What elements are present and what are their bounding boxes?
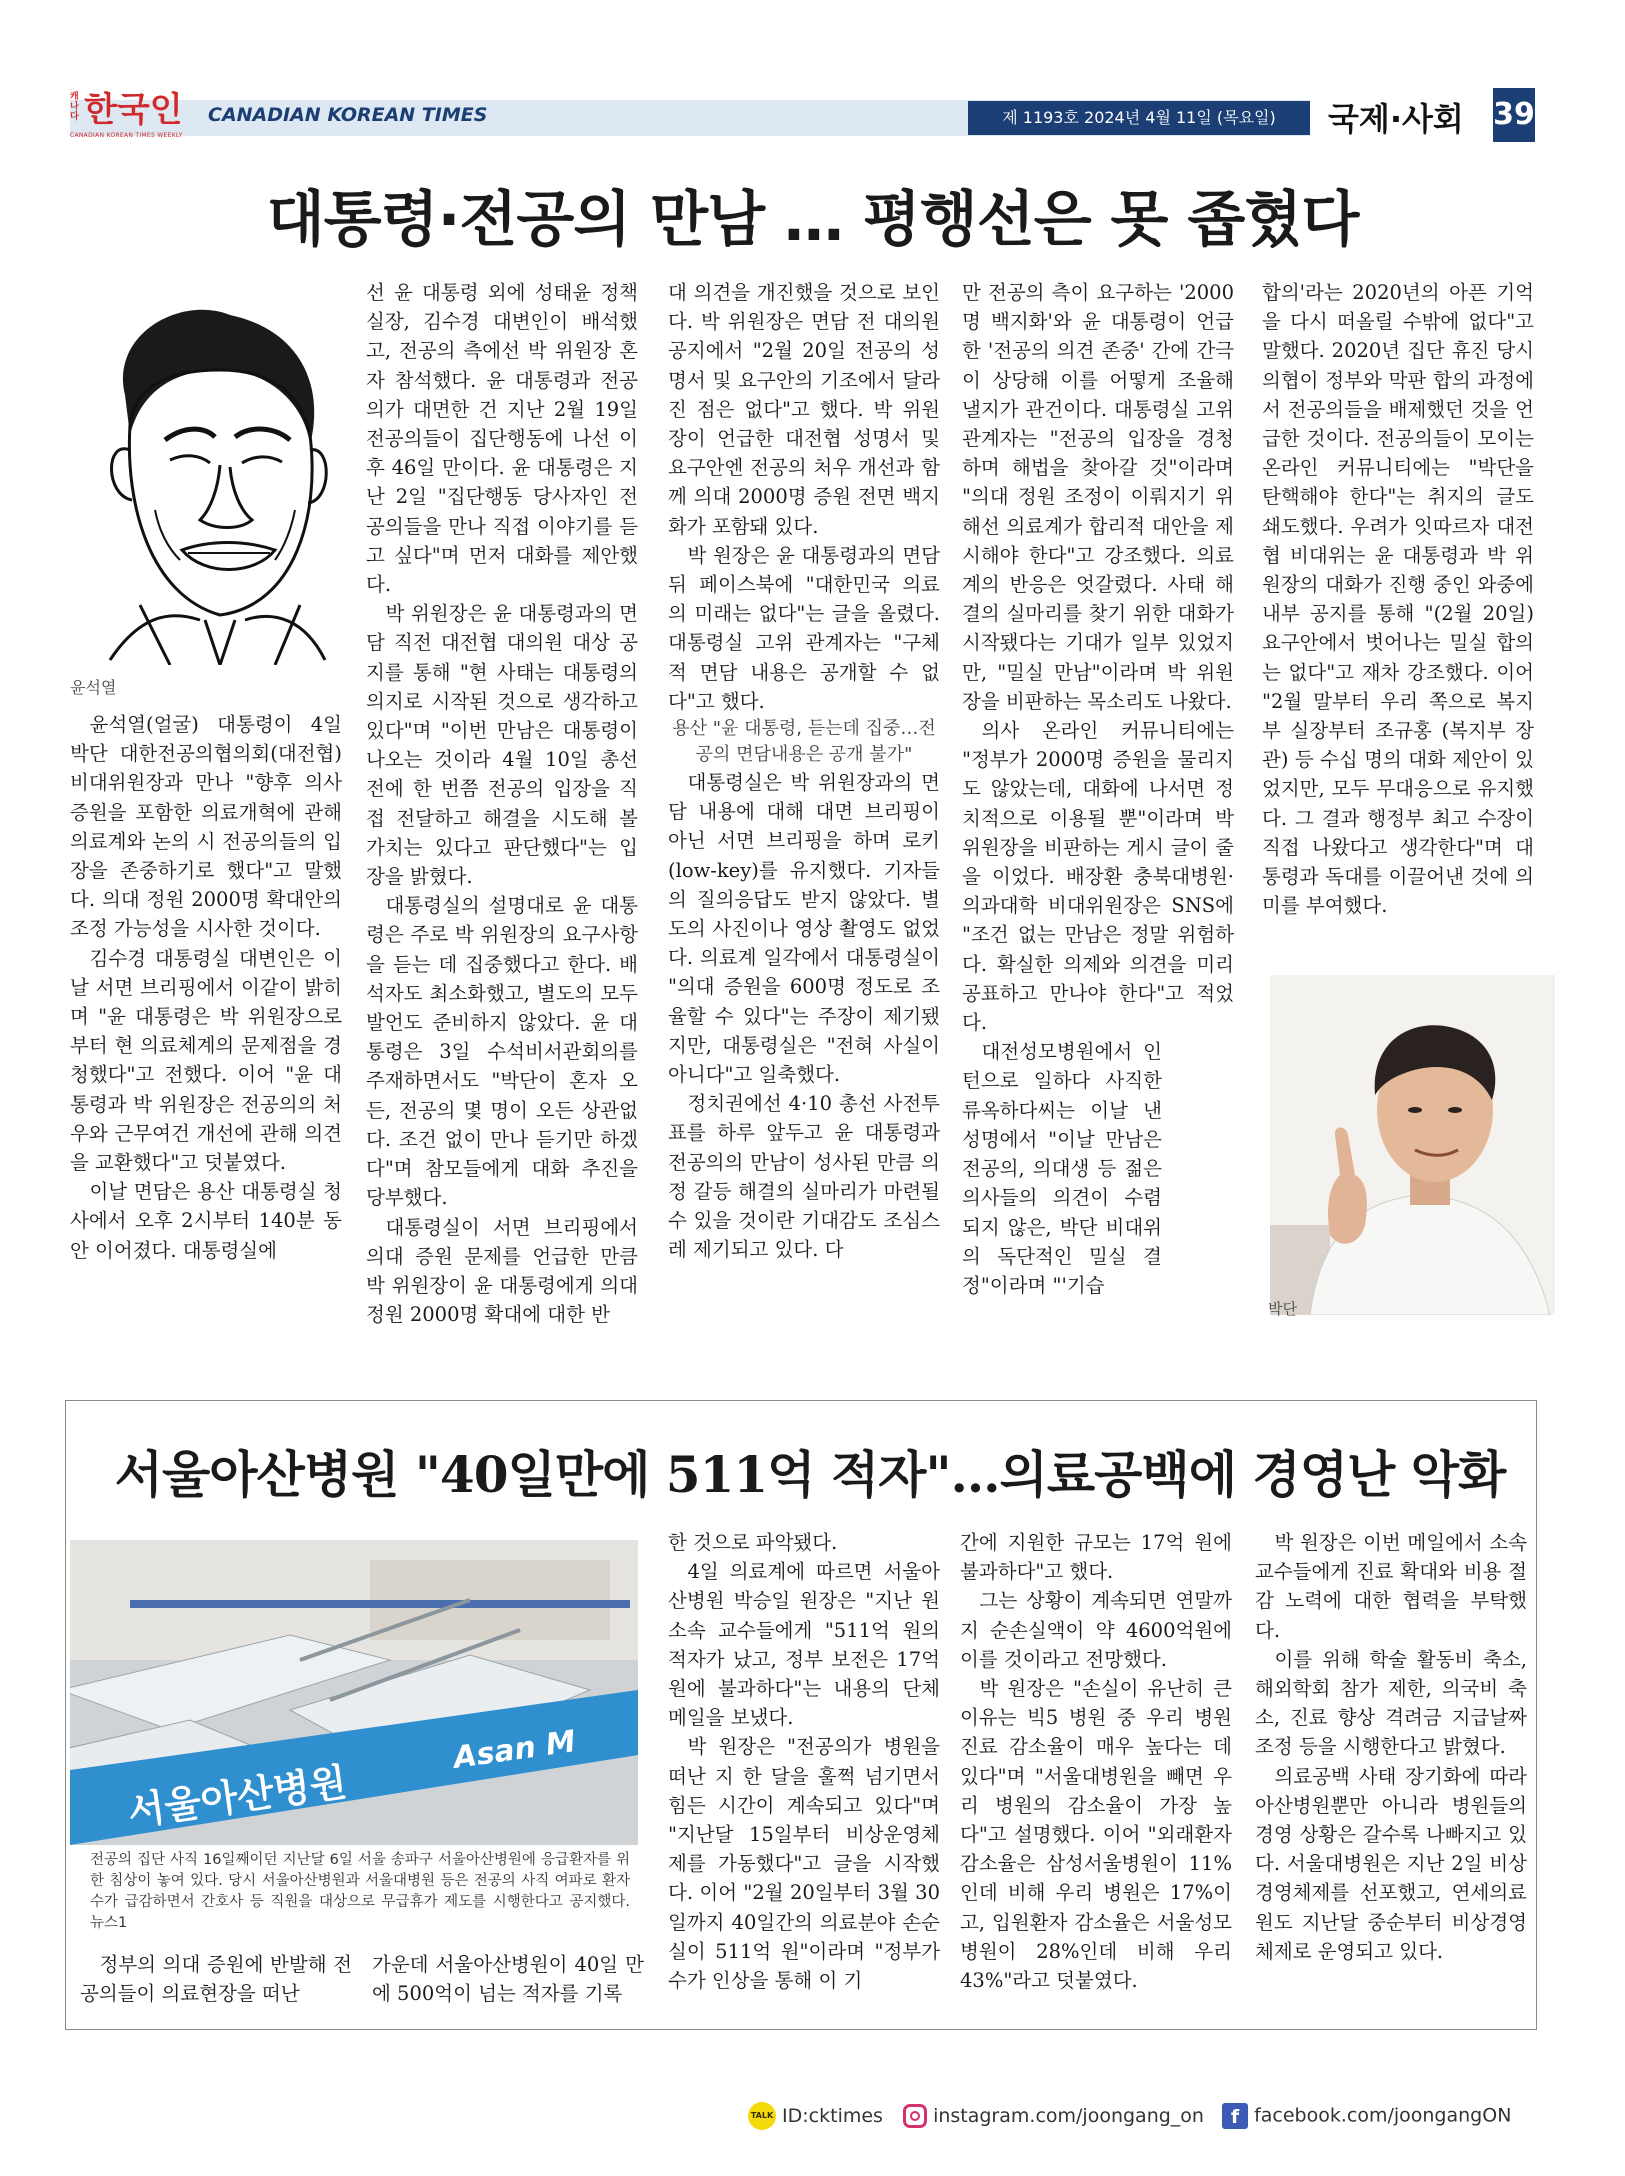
article1-column-1	[70, 710, 342, 1265]
person-photo	[1270, 975, 1555, 1315]
hospital-photo	[70, 1540, 638, 1845]
logo-small-text: CANADIAN KOREAN TIMES WEEKLY	[70, 132, 183, 139]
section-title: 국제·사회	[1328, 100, 1464, 138]
article2-column-3	[668, 1528, 940, 1995]
paragraph: 대전성모병원에서 인턴으로 일하다 사직한 류옥하다씨는 이날 낸 성명에서 "이날 만남은 전공의, 의대생 등 젊은 의사들의 의견이 수렴되지 않은, 박단 비대위의 독단적인 밀실 결정"이라며 "'기습	[962, 1040, 1162, 1297]
paragraph: 대통령실은 박 위원장과의 면담 내용에 대해 대면 브리핑이 아닌 서면 브리핑을 하며 로키(low-key)를 유지했다. 기자들의 질의응답도 받지 않았다. 별도의 사진이나 영상 촬영도 없었다. 의료계 일각에서 대통령실이 "의대 증원을 600명 정도로 조율할 수 있다"는 주장이 제기됐지만, 대통령실은 "전혀 사실이 아니다"고 일축했다.	[668, 771, 940, 1087]
caricature-image	[70, 275, 345, 665]
paragraph: 대통령실의 설명대로 윤 대통령은 주로 박 위원장의 요구사항을 듣는 데 집중했다고 한다. 배석자도 최소화했고, 별도의 모두발언도 준비하지 않았다. 윤 대통령은 3일 수석비서관회의를 주재하면서도 "박단이 혼자 오든, 전공의 몇 명이 오든 상관없다. 조건 없이 만나 듣기만 하겠다"며 참모들에게 대화 추진을 당부했다.	[366, 894, 638, 1210]
article1-column-4	[962, 278, 1234, 1300]
paragraph: 간에 지원한 규모는 17억 원에 불과하다"고 했다.	[960, 1531, 1232, 1584]
facebook-link[interactable]: facebook.com/joongangON	[1254, 2104, 1512, 2127]
paragraph: 정치권에선 4·10 총선 사전투표를 하루 앞두고 윤 대통령과 전공의의 만남이 성사된 만큼 의정 갈등 해결의 실마리가 마련될 수 있을 것이란 기대감도 조심스레 제기되고 있다. 다	[668, 1092, 940, 1262]
instagram-icon	[903, 2104, 927, 2128]
hospital-photo-caption: 전공의 집단 사직 16일째이던 지난달 6일 서울 송파구 서울아산병원에 응급환자를 위한 침상이 놓여 있다. 당시 서울아산병원과 서울대병원 등은 전공의 사직 여파로 환자 수가 급감하면서 간호사 등 직원을 대상으로 무급휴가 제도를 시행한다고 공지했다. 뉴스1	[90, 1852, 630, 1931]
paper-name: CANADIAN KOREAN TIMES	[208, 104, 488, 126]
paragraph: 이를 위해 학술 활동비 축소, 해외학회 참가 제한, 의국비 축소, 진료 향상 격려금 지급날짜 조정 등을 시행한다고 밝혔다.	[1255, 1647, 1527, 1759]
article2-column-2	[372, 1950, 644, 2008]
hospital-sign-text: 서울아산병원	[125, 1759, 350, 1834]
paragraph: 윤석열(얼굴) 대통령이 4일 박단 대한전공의협의회(대전협) 비대위원장과 만나 "향후 의사 증원을 포함한 의료개혁에 관해 의료계와 논의 시 전공의들의 입장을 존중하기로 했다"고 말했다. 의대 정원 2000명 확대안의 조정 가능성을 시사한 것이다.	[70, 713, 342, 941]
article2-headline: 서울아산병원 "40일만에 511억 적자"…의료공백에 경영난 악화	[114, 1445, 1506, 1504]
article1-column-2	[366, 278, 638, 1329]
article2-column-5	[1255, 1528, 1527, 1966]
paragraph: 김수경 대통령실 대변인은 이날 서면 브리핑에서 이같이 밝히며 "윤 대통령은 박 위원장으로부터 현 의료체계의 문제점을 경청했다"고 전했다. 이어 "윤 대통령과 박 위원장은 전공의의 처우와 근무여건 개선에 관해 의견을 교환했다"고 덧붙였다.	[70, 946, 342, 1175]
social-footer	[748, 2102, 1548, 2134]
cartoon-caption: 윤석열	[70, 678, 117, 697]
issue-date: 제 1193호 2024년 4월 11일 (목요일)	[968, 101, 1310, 135]
paragraph: 한 것으로 파악됐다.	[668, 1531, 838, 1554]
paragraph: 가운데 서울아산병원이 40일 만에 500억이 넘는 적자를 기록	[372, 1953, 644, 2006]
paragraph: 박 원장은 "전공의가 병원을 떠난 지 한 달을 훌쩍 넘기면서 힘든 시간이 계속되고 있다"며 "지난달 15일부터 비상운영체제를 가동했다"고 글을 시작했다. 이어 "2월 20일부터 3월 30일까지 40일간의 의료분야 손순실이 511억 원"이라며 "정부가 수가 인상을 통해 이 기	[668, 1735, 940, 1993]
article1-headline: 대통령·전공의 만남 … 평행선은 못 좁혔다	[266, 185, 1359, 255]
paragraph: 선 윤 대통령 외에 성태윤 정책실장, 김수경 대변인이 배석했고, 전공의 측에선 박 위원장 혼자 참석했다. 윤 대통령과 전공의가 대면한 건 지난 2월 19일 전공의들이 집단행동에 나선 이후 46일 만이다. 윤 대통령은 지난 2일 "집단행동 당사자인 전공의들을 만나 직접 이야기를 듣고 싶다"며 먼저 대화를 제안했다.	[366, 281, 638, 597]
newspaper-logo	[70, 90, 195, 142]
paragraph: 이날 면담은 용산 대통령실 청사에서 오후 2시부터 140분 동안 이어졌다. 대통령실에	[70, 1180, 342, 1262]
paragraph: 대 의견을 개진했을 것으로 보인다. 박 위원장은 면담 전 대의원 공지에서 "2월 20일 전공의 성명서 및 요구안의 기조에서 달라진 점은 없다"고 했다. 박 위원장이 언급한 대전협 성명서 및 요구안엔 전공의 처우 개선과 함께 의대 2000명 증원 전면 백지화가 포함돼 있다.	[668, 281, 940, 538]
paragraph: 박 원장은 이번 메일에서 소속 교수들에게 진료 확대와 비용 절감 노력에 대한 협력을 부탁했다.	[1255, 1531, 1527, 1642]
article2-column-1	[80, 1950, 352, 2008]
article2-column-4	[960, 1528, 1232, 1995]
hospital-sign-english: Asan M	[451, 1724, 578, 1776]
kakaotalk-icon: TALK	[748, 2102, 776, 2130]
facebook-icon: f	[1222, 2103, 1248, 2129]
person-photo-caption: 박단	[1268, 1300, 1297, 1318]
paragraph: 의료공백 사태 장기화에 따라 아산병원뿐만 아니라 병원들의 경영 상황은 갈수록 나빠지고 있다. 서울대병원은 지난 2일 비상경영체제를 선포했고, 연세의료원도 지난달 중순부터 비상경영체제로 운영되고 있다.	[1255, 1764, 1527, 1963]
paragraph: 4일 의료계에 따르면 서울아산병원 박승일 원장은 "지난 원 소속 교수들에게 "511억 원의 적자가 났고, 정부 보전은 17억 원에 불과하다"는 내용의 단체 메일을 보냈다.	[668, 1560, 940, 1730]
logo-side-text: 캐나다	[70, 92, 79, 122]
paragraph: 정부의 의대 증원에 반발해 전공의들이 의료현장을 떠난	[80, 1953, 352, 2006]
paragraph: 박 원장은 "손실이 유난히 큰 이유는 빅5 병원 중 우리 병원 진료 감소율이 매우 높다는 데 있다"며 "서울대병원을 빼면 우리 병원의 감소율이 가장 높다"고 설명했다. 이어 "외래환자 감소율은 삼성서울병원이 11%인데 비해 우리 병원은 17%이고, 입원환자 감소율은 서울성모병원이 28%인데 비해 우리 43%"라고 덧붙였다.	[960, 1677, 1232, 1993]
article1-column-5	[1262, 278, 1534, 920]
logo-text: 한국인	[84, 90, 183, 130]
paragraph: 합의'라는 2020년의 아픈 기억을 다시 떠올릴 수밖에 없다"고 말했다. 2020년 집단 휴진 당시 의협이 정부와 막판 합의 과정에서 전공의들을 배제했던 것을 언급한 것이다. 전공의들이 모이는 온라인 커뮤니티에는 "박단을 탄핵해야 한다"는 취지의 글도 쇄도했다. 우려가 잇따르자 대전협 비대위는 윤 대통령과 박 위원장의 대화가 진행 중인 와중에 내부 공지를 통해 "(2월 20일) 요구안에서 벗어나는 밀실 합의는 없다"고 재차 강조했다. 이어 "2월 말부터 우리 쪽으로 복지부 실장부터 조규홍 (복지부 장관) 등 수십 명의 대화 제안이 있었지만, 모두 무대응으로 유지했다. 그 결과 행정부 최고 수장이 직접 나왔다고 생각한다"며 대통령과 독대를 이끌어낸 것에 의미를 부여했다.	[1262, 281, 1534, 918]
paragraph: 박 원장은 윤 대통령과의 면담 뒤 페이스북에 "대한민국 의료의 미래는 없다"는 글을 올렸다. 대통령실 고위 관계자는 "구체적 면담 내용은 공개할 수 없다"고 했다.	[668, 543, 940, 713]
article1-column-3	[668, 278, 940, 1265]
kakao-id[interactable]: ID:cktimes	[782, 2104, 883, 2127]
instagram-link[interactable]: instagram.com/joongang_on	[933, 2104, 1204, 2127]
paragraph: 그는 상황이 계속되면 연말까지 순손실액이 약 4600억원에 이를 것이라고 전망했다.	[960, 1589, 1232, 1671]
paragraph: 만 전공의 측이 요구하는 '2000명 백지화'와 윤 대통령이 언급한 '전공의 의견 존중' 간에 간극이 상당해 이를 어떻게 조율해 낼지가 관건이다. 대통령실 고위 관계자는 "전공의 입장을 경청하며 해법을 찾아갈 것"이라며 "의대 정원 조정이 이뤄지기 위해선 의료계가 합리적 대안을 제시해야 한다"고 강조했다. 의료계의 반응은 엇갈렸다. 사태 해결의 실마리를 찾기 위한 대화가 시작됐다는 기대가 일부 있었지만, "밀실 만남"이라며 박 위원장을 비판하는 목소리도 나왔다.	[962, 281, 1234, 713]
article1-subhead: 용산 "윤 대통령, 듣는데 집중…전공의 면담내용은 공개 불가"	[672, 718, 936, 766]
page-number: 39	[1493, 88, 1535, 142]
paragraph: 박 위원장은 윤 대통령과의 면담 직전 대전협 대의원 대상 공지를 통해 "현 사태는 대통령의 의지로 시작된 것으로 생각하고 있다"며 "이번 만남은 대통령이 나오는 것이라 4월 10일 총선 전에 한 번쯤 전공의 입장을 직접 전달하고 해결을 시도해 볼 가치는 있다고 판단했다"는 입장을 밝혔다.	[366, 602, 638, 889]
paragraph: 의사 온라인 커뮤니티에는 "정부가 2000명 증원을 물리지도 않았는데, 대화에 나서면 정치적으로 이용될 뿐"이라며 박 위원장을 비판하는 게시 글이 줄을 이었다. 배장환 충북대병원·의과대학 비대위원장은 SNS에 "조건 없는 만남은 정말 위험하다. 확실한 의제와 의견을 미리 공표하고 만나야 한다"고 적었다.	[962, 719, 1234, 1035]
paragraph: 대통령실이 서면 브리핑에서 의대 증원 문제를 언급한 만큼 박 위원장이 윤 대통령에게 의대 정원 2000명 확대에 대한 반	[366, 1215, 638, 1327]
